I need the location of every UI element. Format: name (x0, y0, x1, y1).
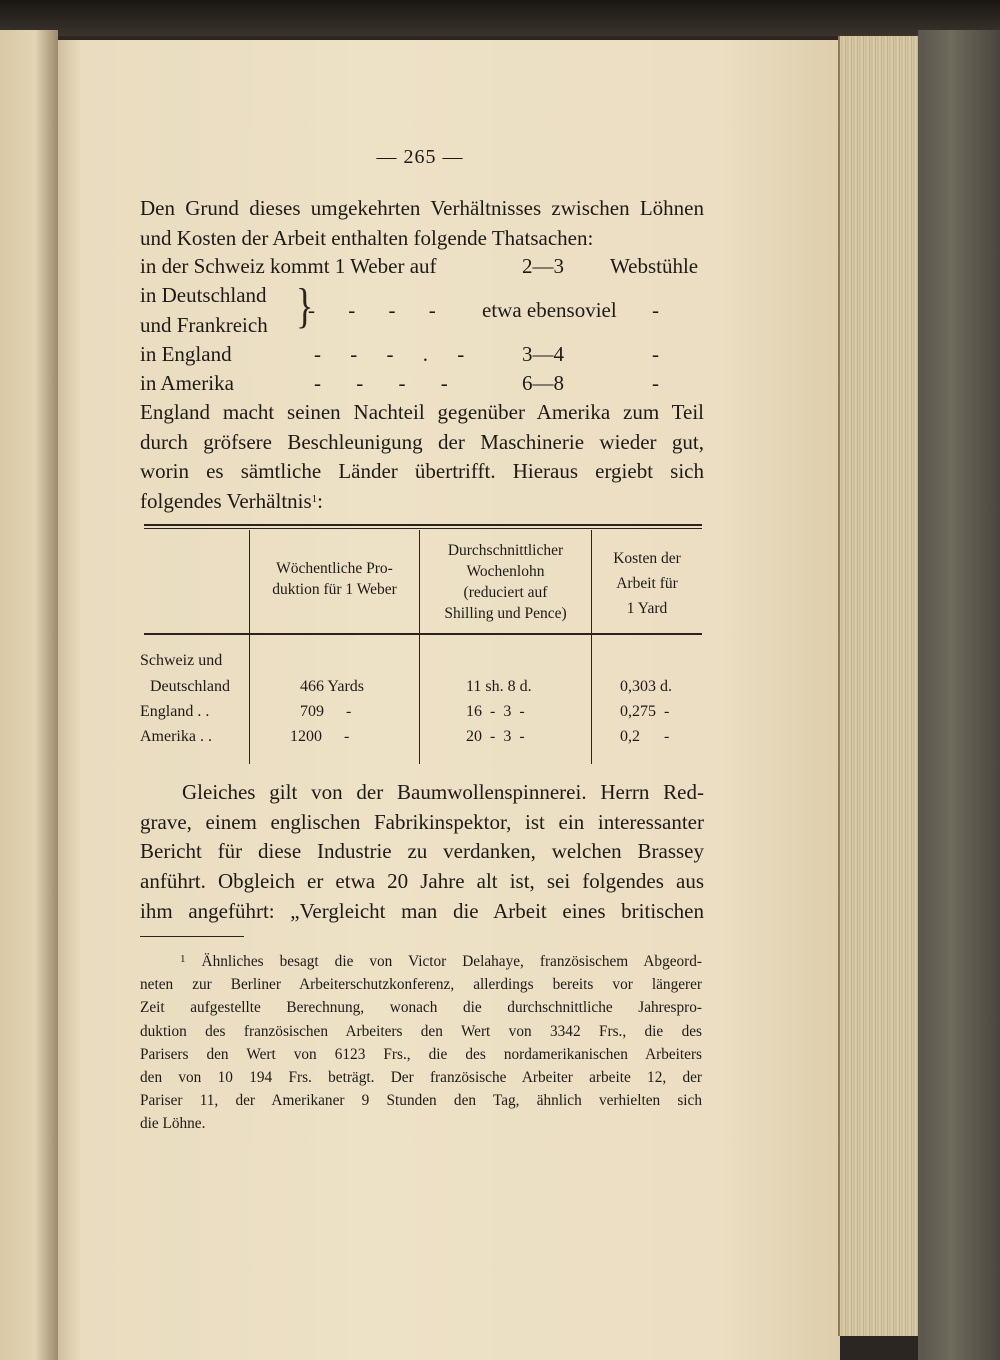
footnote (140, 950, 702, 1136)
footnote-marker: 1 (311, 493, 318, 506)
text-line: Bericht für diese Industrie zu verdanken, welchen Brassey (140, 839, 704, 864)
header-line: Wochenlohn (466, 563, 545, 580)
footnote-line: neten zur Berliner Arbeiterschutzkonferenz, allerdings bereits vor längerer (140, 976, 702, 994)
footnote-mark: 1 (180, 953, 186, 965)
table-cell-production: 709 - (300, 703, 352, 720)
table-rule-top (144, 524, 702, 526)
header-line: 1 Yard (626, 600, 668, 617)
paragraph-spinning (140, 778, 704, 926)
table-cell-cost: 0,303 d. (620, 678, 672, 695)
footnote-rule (140, 936, 244, 937)
weaver-value: etwa ebensoviel (482, 298, 617, 322)
header-line: duktion für 1 Weber (272, 581, 397, 598)
table-rule-top-thin (144, 528, 702, 529)
weaver-dashes: - - - - (308, 298, 450, 322)
footnote-text: Ähnliches besagt die von Victor Delahaye, französischem Abgeord- (201, 953, 702, 970)
header-line: Kosten der (613, 550, 681, 567)
header-line: Wöchentliche Pro- (276, 560, 393, 577)
weaver-country: in Deutschland (140, 283, 267, 307)
text-line: anführt. Obgleich er etwa 20 Jahre alt ist, sei folgendes aus (140, 869, 704, 894)
footnote-line (140, 950, 702, 973)
table-cell-wage: 16 - 3 - (466, 703, 525, 720)
text-line: grave, einem englischen Fabrikinspektor, ist ein interessanter (140, 809, 704, 834)
table-cell-country: Amerika . . (140, 728, 212, 745)
table-cell-country: Deutschland (150, 678, 230, 695)
table-cell-production: 466 Yards (300, 678, 365, 695)
page-number: — 265 — (376, 146, 464, 168)
weaver-dashes: - - - - (314, 371, 463, 395)
paragraph-england (140, 398, 704, 517)
table-cell-country: Schweiz und (140, 652, 223, 669)
weaver-unit: Webstühle (610, 254, 699, 278)
footnote-line: den von 10 194 Frs. beträgt. Der französische Arbeiter arbeite 12, der (140, 1068, 702, 1086)
text-line: worin es sämtliche Länder übertrifft. Hieraus ergiebt sich (140, 459, 704, 484)
text-line: Gleiches gilt von der Baumwollenspinnerei. Herrn Red- (182, 780, 704, 804)
table-cell-wage: 20 - 3 - (466, 728, 525, 745)
table-cell-wage: 11 sh. 8 d. (466, 678, 532, 695)
curly-brace: } (296, 279, 314, 333)
weaver-country: in der Schweiz kommt 1 Weber auf (140, 254, 437, 278)
table-cell-country: England . . (140, 703, 210, 720)
footnote-line: Parisers den Wert von 6123 Frs., die des nordamerikanischen Arbeiters (140, 1045, 702, 1063)
text-line: Den Grund dieses umgekehrten Verhältnisses zwischen Löhnen (140, 196, 704, 220)
table-header-production (250, 558, 419, 600)
table-rule-header (144, 633, 702, 635)
weaver-country: in England (140, 342, 232, 366)
intro-paragraph (140, 194, 704, 253)
text-fragment: : (317, 489, 324, 514)
weaver-value: 6—8 (522, 371, 564, 395)
page-edges (838, 36, 930, 1336)
weaver-country: in Amerika (140, 371, 234, 395)
left-page-edge (0, 30, 58, 1360)
header-line: Arbeit für (616, 575, 678, 592)
table-cell-cost: 0,275 - (620, 703, 670, 720)
weaver-value: 3—4 (522, 342, 564, 366)
text-line (140, 487, 704, 517)
text-line: durch gröfsere Beschleunigung der Maschinerie wieder gut, (140, 429, 704, 454)
table-cell-production: 1200 - (290, 728, 350, 745)
weaver-dashes: - - - . - (314, 342, 477, 366)
header-line: (reduciert auf (463, 584, 548, 601)
table-cell-cost: 0,2 - (620, 728, 670, 745)
text-fragment: folgendes Verhältnis (140, 489, 312, 514)
weaver-unit: - (652, 371, 659, 395)
weaver-unit: - (652, 298, 659, 322)
footnote-line: Zeit aufgestellte Berechnung, wonach die durchschnittliche Jahrespro- (140, 999, 702, 1017)
text-line: ihm angeführt: „Vergleicht man die Arbeit eines britischen (140, 898, 704, 923)
weaver-country: und Frankreich (140, 313, 268, 337)
table-header-wage (420, 540, 591, 624)
text-line: und Kosten der Arbeit enthalten folgende Thatsachen: (140, 225, 594, 250)
book-cover-top (0, 0, 1000, 36)
footnote-line: duktion des französischen Arbeiters den Wert von 3342 Frs., die des (140, 1022, 702, 1040)
header-line: Shilling und Pence) (444, 605, 567, 622)
table-header-cost (592, 546, 702, 621)
weaver-unit: - (652, 342, 659, 366)
weaver-value: 2—3 (522, 254, 564, 278)
text-line: England macht seinen Nachteil gegenüber Amerika zum Teil (140, 400, 704, 424)
book-cover-right (918, 30, 1000, 1360)
footnote-line: Pariser 11, der Amerikaner 9 Stunden den Tag, ähnlich verhielten sich (140, 1092, 702, 1110)
footnote-line: die Löhne. (140, 1115, 206, 1133)
header-line: Durchschnittlicher (447, 542, 564, 559)
